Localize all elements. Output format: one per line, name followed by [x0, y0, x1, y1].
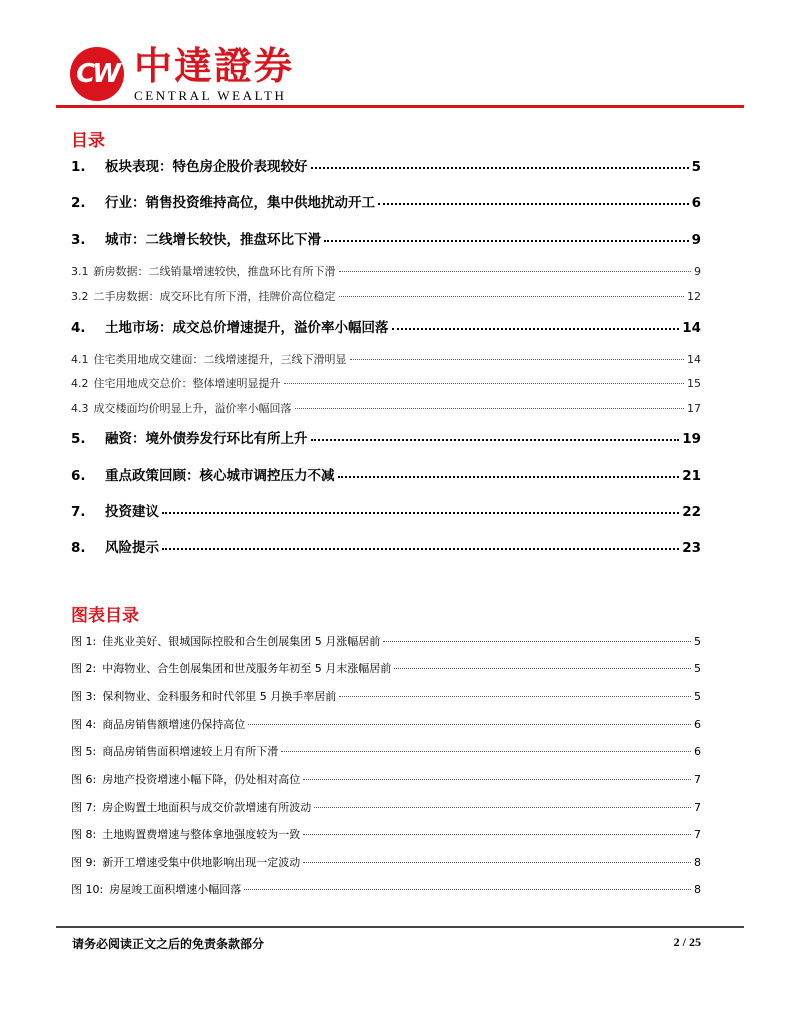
- page-indicator: 2 / 25: [673, 935, 701, 949]
- footer-disclaimer: 请务必阅读正文之后的免责条款部分: [72, 937, 265, 951]
- toc-leader-dots: [339, 296, 685, 297]
- brand-name-en: CENTRAL WEALTH: [134, 88, 287, 103]
- figure-entry-10[interactable]: [71, 881, 701, 897]
- figure-page: 8: [694, 856, 701, 869]
- toc-entry-page: 12: [687, 290, 701, 303]
- toc-entry-page: 19: [682, 431, 701, 447]
- toc-entry-number: 7.: [71, 504, 86, 520]
- toc-entry-number: 4.3: [71, 402, 89, 415]
- brand-name-cn: 中達證券: [134, 43, 295, 88]
- figure-entry-1[interactable]: [71, 633, 701, 649]
- toc-leader-dots: [324, 240, 689, 242]
- figure-entry-5[interactable]: [71, 743, 701, 759]
- toc-entry-page: 23: [682, 540, 701, 556]
- figure-list-heading: 图表目录: [71, 606, 139, 626]
- toc-entry-page: 14: [682, 320, 701, 336]
- toc-entry-4-3[interactable]: [71, 400, 701, 416]
- figure-entry-7[interactable]: [71, 799, 701, 815]
- toc-entry-8[interactable]: [71, 536, 701, 556]
- toc-entry-4[interactable]: [71, 316, 701, 336]
- figure-page: 5: [694, 662, 701, 675]
- toc-entry-page: 6: [691, 195, 701, 211]
- toc-entry-title: 土地市场：成交总价增速提升，溢价率小幅回落: [105, 320, 389, 336]
- toc-entry-6[interactable]: [71, 464, 701, 484]
- figure-label: 图 1:: [71, 635, 97, 648]
- figure-title: 房屋竣工面积增速小幅回落: [109, 883, 242, 896]
- figure-label: 图 8:: [71, 828, 97, 841]
- figure-title: 房地产投资增速小幅下降，仍处相对高位: [102, 773, 301, 786]
- figure-leader-dots: [281, 751, 691, 752]
- toc-entry-number: 3.1: [71, 265, 89, 278]
- toc-leader-dots: [378, 203, 689, 205]
- toc-entry-page: 22: [682, 504, 701, 520]
- figure-label: 图 2:: [71, 662, 97, 675]
- toc-entry-number: 3.2: [71, 290, 89, 303]
- figure-label: 图 6:: [71, 773, 97, 786]
- figure-leader-dots: [248, 724, 691, 725]
- figure-leader-dots: [339, 696, 691, 697]
- toc-entry-3-2[interactable]: [71, 288, 701, 304]
- toc-entry-4-1[interactable]: [71, 351, 701, 367]
- toc-entry-page: 21: [682, 468, 701, 484]
- toc-entry-number: 1.: [71, 159, 86, 175]
- toc-entry-title: 住宅用地成交总价：整体增速明显提升: [93, 377, 281, 390]
- figure-leader-dots: [303, 834, 691, 835]
- toc-entry-number: 5.: [71, 431, 86, 447]
- figure-title: 房企购置土地面积与成交价款增速有所波动: [102, 801, 312, 814]
- toc-entry-number: 6.: [71, 468, 86, 484]
- toc-heading: 目录: [71, 131, 105, 151]
- toc-entry-title: 重点政策回顾：核心城市调控压力不减: [105, 468, 335, 484]
- toc-entry-title: 行业：销售投资维持高位，集中供地扰动开工: [105, 195, 375, 211]
- toc-leader-dots: [295, 408, 685, 409]
- toc-leader-dots: [284, 383, 685, 384]
- figure-title: 土地购置费增速与整体拿地强度较为一致: [102, 828, 301, 841]
- logo-mark: [70, 47, 124, 101]
- figure-page: 6: [694, 745, 701, 758]
- toc-entry-number: 4.2: [71, 377, 89, 390]
- figure-entry-4[interactable]: [71, 716, 701, 732]
- toc-entry-number: 2.: [71, 195, 86, 211]
- figure-label: 图 3:: [71, 690, 97, 703]
- figure-label: 图 5:: [71, 745, 97, 758]
- toc-entry-title: 住宅类用地成交建面：二线增速提升，三线下滑明显: [93, 353, 347, 366]
- figure-page: 6: [694, 718, 701, 731]
- toc-entry-2[interactable]: [71, 191, 701, 211]
- figure-leader-dots: [314, 807, 691, 808]
- toc-leader-dots: [339, 271, 692, 272]
- toc-leader-dots: [162, 512, 679, 514]
- toc-entry-number: 4.: [71, 320, 86, 336]
- figure-label: 图 4:: [71, 718, 97, 731]
- figure-leader-dots: [383, 641, 691, 642]
- toc-entry-title: 风险提示: [105, 540, 159, 556]
- toc-leader-dots: [392, 328, 680, 330]
- figure-label: 图 10:: [71, 883, 104, 896]
- footer-divider: [56, 926, 744, 928]
- toc-entry-title: 二手房数据：成交环比有所下滑，挂牌价高位稳定: [93, 290, 336, 303]
- figure-label: 图 7:: [71, 801, 97, 814]
- toc-leader-dots: [350, 359, 685, 360]
- figure-entry-9[interactable]: [71, 854, 701, 870]
- figure-entry-2[interactable]: [71, 660, 701, 676]
- toc-entry-number: 8.: [71, 540, 86, 556]
- toc-entry-number: 3.: [71, 232, 86, 248]
- figure-page: 5: [694, 635, 701, 648]
- figure-page: 7: [694, 801, 701, 814]
- figure-leader-dots: [244, 889, 691, 890]
- header-divider: [56, 105, 744, 108]
- toc-entry-page: 15: [687, 377, 701, 390]
- toc-leader-dots: [311, 167, 689, 169]
- figure-page: 7: [694, 773, 701, 786]
- toc-entry-page: 9: [694, 265, 701, 278]
- toc-entry-title: 融资：境外债券发行环比有所上升: [105, 431, 308, 447]
- toc-entry-page: 14: [687, 353, 701, 366]
- toc-leader-dots: [311, 439, 680, 441]
- toc-entry-4-2[interactable]: [71, 375, 701, 391]
- toc-entry-page: 9: [691, 232, 701, 248]
- toc-entry-5[interactable]: [71, 427, 701, 447]
- figure-page: 5: [694, 690, 701, 703]
- figure-leader-dots: [303, 862, 691, 863]
- figure-leader-dots: [303, 779, 691, 780]
- figure-leader-dots: [394, 668, 691, 669]
- toc-entry-title: 城市：二线增长较快，推盘环比下滑: [105, 232, 321, 248]
- toc-entry-page: 17: [687, 402, 701, 415]
- logo-mark-text: CW: [76, 59, 118, 89]
- toc-entry-title: 新房数据：二线销量增速较快，推盘环比有所下滑: [93, 265, 336, 278]
- figure-title: 中海物业、合生创展集团和世茂服务年初至 5 月末涨幅居前: [102, 662, 392, 675]
- toc-entry-page: 5: [691, 159, 701, 175]
- toc-leader-dots: [162, 548, 679, 550]
- figure-entry-3[interactable]: [71, 688, 701, 704]
- figure-label: 图 9:: [71, 856, 97, 869]
- figure-page: 8: [694, 883, 701, 896]
- figure-title: 新开工增速受集中供地影响出现一定波动: [102, 856, 301, 869]
- figure-title: 佳兆业美好、银城国际控股和合生创展集团 5 月涨幅居前: [102, 635, 381, 648]
- toc-leader-dots: [338, 476, 680, 478]
- figure-entry-6[interactable]: [71, 771, 701, 787]
- toc-entry-3-1[interactable]: [71, 263, 701, 279]
- toc-entry-title: 成交楼面均价明显上升，溢价率小幅回落: [93, 402, 292, 415]
- figure-entry-8[interactable]: [71, 826, 701, 842]
- figure-title: 商品房销售额增速仍保持高位: [102, 718, 246, 731]
- figure-title: 保利物业、金科服务和时代邻里 5 月换手率居前: [102, 690, 337, 703]
- figure-page: 7: [694, 828, 701, 841]
- figure-title: 商品房销售面积增速较上月有所下滑: [102, 745, 279, 758]
- toc-entry-7[interactable]: [71, 500, 701, 520]
- toc-entry-3[interactable]: [71, 228, 701, 248]
- toc-entry-1[interactable]: [71, 155, 701, 175]
- toc-entry-title: 板块表现：特色房企股价表现较好: [105, 159, 308, 175]
- toc-entry-number: 4.1: [71, 353, 89, 366]
- toc-entry-title: 投资建议: [105, 504, 159, 520]
